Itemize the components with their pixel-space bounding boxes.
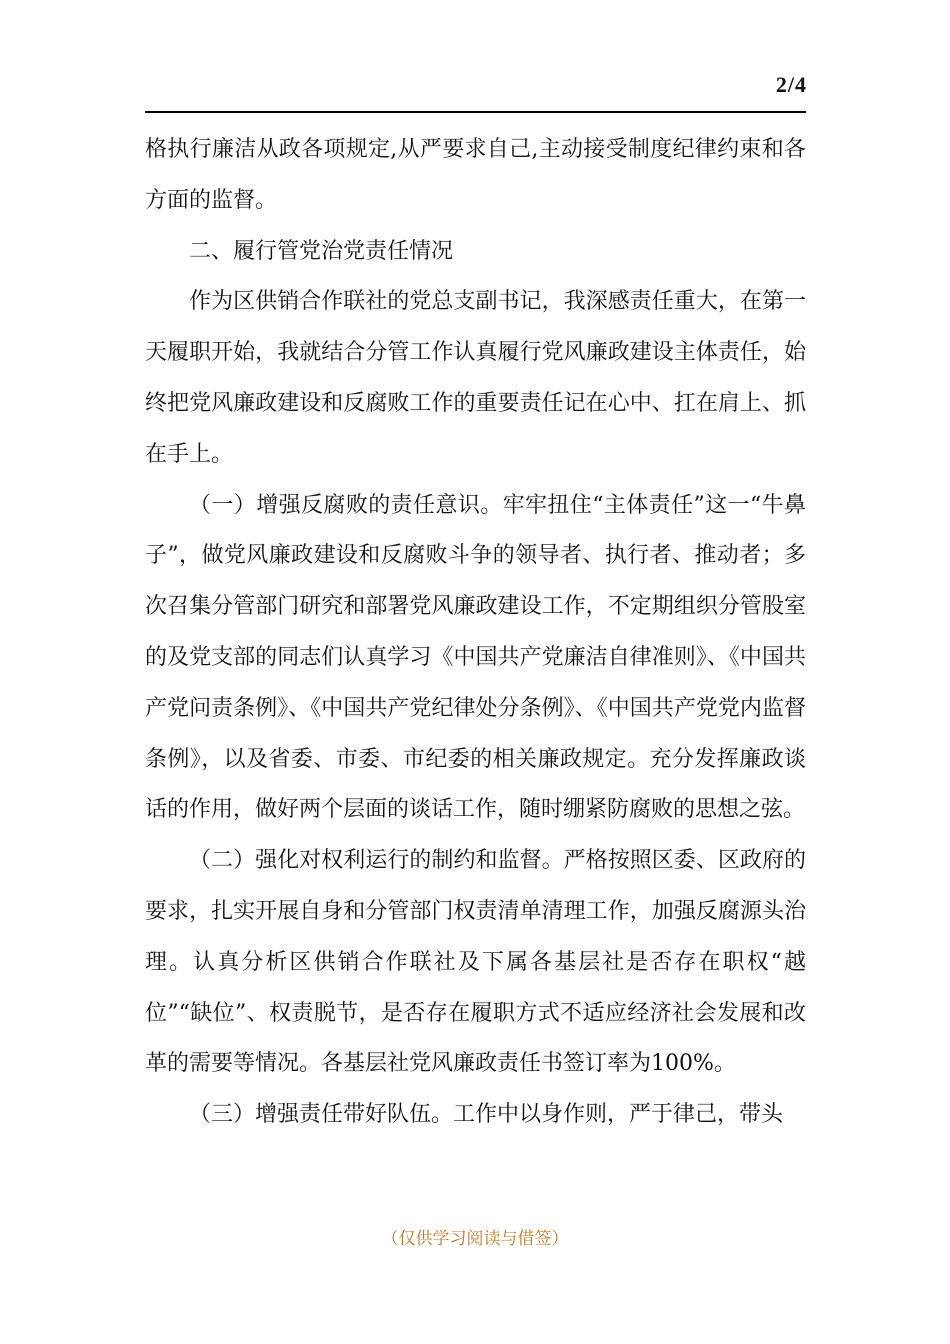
- paragraph: （一）增强反腐败的责任意识。牢牢扭住“主体责任”这一“牛鼻子”，做党风廉政建设和反腐败斗争的领导者、执行者、推动者；多次召集分管部门研究和部署党风廉政建设工作，不定期组织分管股室的及党支部的同志们认真学习《中国共产党廉洁自律准则》、《中国共产党问责条例》、《中国共产党纪律处分条例》、《中国共产党党内监督条例》，以及省委、市委、市纪委的相关廉政规定。充分发挥廉政谈话的作用，做好两个层面的谈话工作，随时绷紧防腐败的思想之弦。: [145, 492, 806, 823]
- header-divider: [145, 111, 806, 113]
- paragraph: （二）强化对权利运行的制约和监督。严格按照区委、区政府的要求，扎实开展自身和分管部门权责清单清理工作，加强反腐源头治理。认真分析区供销合作联社及下属各基层社是否存在职权“越位”“缺位”、权责脱节，是否存在履职方式不适应经济社会发展和改革的需要等情况。各基层社党风廉政责任书签订率为100%。: [145, 848, 806, 1077]
- page-number: 2/4: [775, 72, 807, 97]
- footer-note: （仅供学习阅读与借签）: [381, 1229, 569, 1249]
- document-body: [145, 125, 806, 1141]
- paragraph: （三）增强责任带好队伍。工作中以身作则，严于律己，带头: [189, 1102, 784, 1128]
- paragraph: 作为区供销合作联社的党总支副书记，我深感责任重大，在第一天履职开始，我就结合分管工作认真履行党风廉政建设主体责任，始终把党风廉政建设和反腐败工作的重要责任记在心中、扛在肩上、抓在手上。: [145, 289, 806, 467]
- paragraph: 格执行廉洁从政各项规定,从严要求自己,主动接受制度纪律约束和各方面的监督。: [145, 137, 806, 213]
- section-heading: 二、履行管党治党责任情况: [189, 238, 454, 264]
